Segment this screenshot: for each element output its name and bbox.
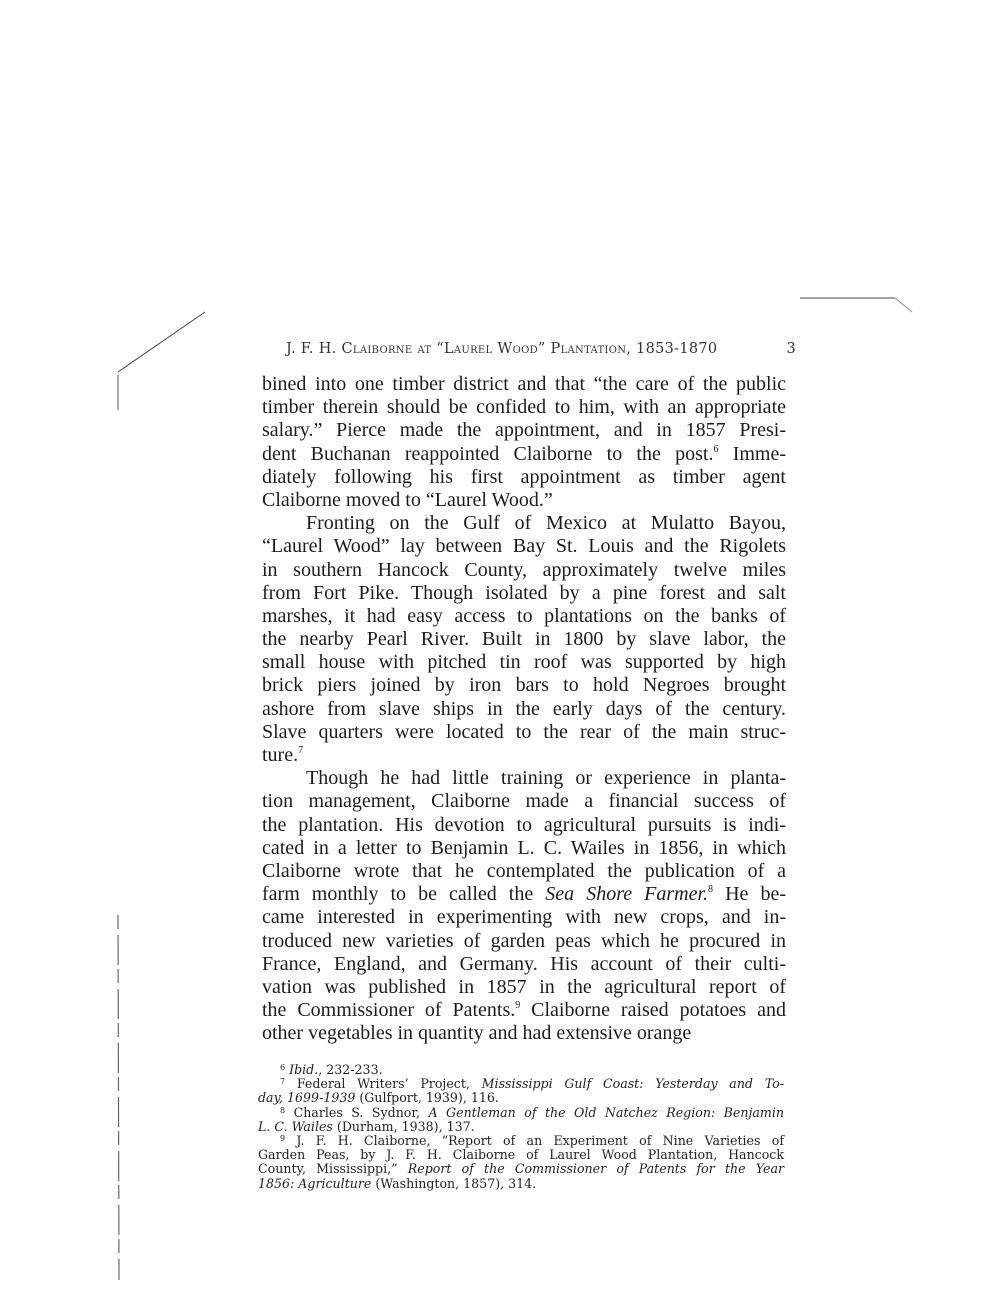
- footnote-number: 6: [280, 1063, 286, 1072]
- body-line: [262, 582, 786, 605]
- body-line: [262, 512, 786, 535]
- footnote-italic: L. C. Wailes: [258, 1118, 333, 1134]
- body-line: [262, 790, 786, 813]
- header-author: J. F. H.: [286, 341, 337, 357]
- footnote-marker: 7: [298, 745, 304, 756]
- text-run: France, England, and Germany. His account of their culti-: [262, 952, 786, 975]
- text-run: farm monthly to be called the: [262, 883, 546, 906]
- text-run: Slave quarters were located to the rear of the main struc-: [262, 720, 786, 743]
- footnote-number: 9: [280, 1133, 286, 1143]
- footnote-line: [258, 1148, 784, 1162]
- body-line: [262, 559, 786, 582]
- footnote-line: [258, 1134, 784, 1148]
- text-run: Claiborne moved to “Laurel Wood.”: [262, 488, 553, 511]
- footnote-line: [258, 1120, 784, 1134]
- body-line: [262, 698, 786, 721]
- text-run: dent Buchanan reappointed Claiborne to the post.: [262, 442, 714, 465]
- footnote-line: [258, 1077, 784, 1091]
- body-line: [262, 489, 786, 512]
- body-line: [262, 605, 786, 628]
- body-line: [262, 535, 786, 558]
- footnote-italic: Mississippi Gulf Coast: Yesterday and To-: [481, 1076, 784, 1092]
- body-line: [262, 443, 786, 466]
- text-run: “Laurel Wood” lay between Bay St. Louis and the Rigolets: [262, 535, 786, 558]
- body-line: [262, 837, 786, 860]
- text-run: the nearby Pearl River. Built in 1800 by slave labor, the: [262, 628, 786, 651]
- text-run: troduced new varieties of garden peas which he procured in: [262, 929, 786, 952]
- body-line: [262, 814, 786, 837]
- footnote-text: , 232-233.: [318, 1062, 383, 1077]
- body-line: [262, 674, 786, 697]
- body-line: [262, 883, 786, 906]
- footnote-text: County, Mississippi,”: [258, 1161, 408, 1177]
- body-line: [262, 976, 786, 999]
- footnote-text: (Gulfport, 1939), 116.: [355, 1090, 499, 1106]
- text-run: cated in a letter to Benjamin L. C. Wailes in 1856, in which: [262, 836, 786, 859]
- footnote-line: [258, 1063, 784, 1077]
- footnote-italic: Ibid.: [289, 1062, 319, 1077]
- footnote-marker: 9: [515, 1000, 521, 1012]
- text-run: ashore from slave ships in the early days of the century.: [262, 697, 786, 720]
- body-line: [262, 466, 786, 489]
- footnote-text: (Durham, 1938), 137.: [332, 1118, 475, 1134]
- body-line: [262, 651, 786, 674]
- footnote-line: [258, 1091, 784, 1105]
- footnote-italic: 1856: Agriculture: [258, 1175, 372, 1191]
- body-line: [262, 953, 786, 976]
- text-run: Claiborne raised potatoes and: [520, 999, 786, 1022]
- body-line: [262, 744, 786, 767]
- text-run: brick piers joined by iron bars to hold Negroes brought: [262, 674, 786, 697]
- text-run: marshes, it had easy access to plantations on the banks of: [262, 604, 786, 627]
- scan-diagonal-mark: [118, 312, 205, 372]
- header-title: Claiborne at “Laurel Wood” Plantation, 1853-1870: [341, 341, 718, 357]
- footnote-line: [258, 1162, 784, 1176]
- scan-top-right-slant: [895, 298, 912, 312]
- footnote-marker: 8: [708, 884, 714, 896]
- footnote-italic: day, 1699-1939: [258, 1090, 356, 1106]
- text-run: vation was published in 1857 in the agricultural report of: [262, 975, 786, 998]
- footnote-italic: A Gentleman of the Old Natchez Region: Benjamin: [428, 1104, 784, 1120]
- footnote-text: Charles S. Sydnor,: [293, 1104, 429, 1120]
- footnote-text: Federal Writers’ Project,: [296, 1076, 482, 1092]
- running-header: [286, 341, 796, 357]
- body-line: [262, 419, 786, 442]
- text-run: came interested in experimenting with new crops, and in-: [262, 906, 786, 929]
- footnote-number: 8: [280, 1105, 286, 1115]
- body-line: [262, 373, 786, 396]
- footnote-marker: 6: [713, 443, 719, 455]
- body-line: [262, 930, 786, 953]
- body-line: [262, 906, 786, 929]
- footnote-text: (Washington, 1857), 314.: [371, 1175, 537, 1191]
- body-line: [262, 1022, 786, 1045]
- text-run: small house with pitched tin roof was supported by high: [262, 651, 786, 674]
- text-run: tion management, Claiborne made a financial success of: [262, 790, 786, 813]
- body-line: [262, 721, 786, 744]
- body-text: [262, 373, 786, 1045]
- text-run: salary.” Pierce made the appointment, and in 1857 Presi-: [262, 419, 786, 442]
- body-line: [262, 396, 786, 419]
- text-run: ture.: [262, 744, 299, 766]
- footnotes: [258, 1063, 784, 1191]
- body-line: [262, 767, 786, 790]
- running-header-title: [286, 341, 717, 357]
- footnote-line: [258, 1177, 784, 1191]
- text-run: from Fort Pike. Though isolated by a pine forest and salt: [262, 581, 786, 604]
- text-run: Imme-: [718, 442, 787, 465]
- footnote-line: [258, 1106, 784, 1120]
- text-run: other vegetables in quantity and had extensive orange: [262, 1022, 692, 1045]
- footnote-italic: Report of the Commissioner of Patents for the Year: [407, 1161, 785, 1177]
- text-run: in southern Hancock County, approximately twelve miles: [262, 558, 786, 581]
- body-line: [262, 999, 786, 1022]
- body-line: [262, 860, 786, 883]
- text-run: Fronting on the Gulf of Mexico at Mulatto Bayou,: [306, 512, 786, 535]
- text-run: Claiborne wrote that he contemplated the publication of a: [262, 859, 786, 882]
- scan-left-edge: [118, 915, 119, 1280]
- body-line: [262, 628, 786, 651]
- footnote-text: Garden Peas, by J. F. H. Claiborne of Laurel Wood Plantation, Hancock: [258, 1147, 784, 1163]
- text-run: He be-: [713, 883, 786, 906]
- text-run: timber therein should be confided to him, with an appropriate: [262, 396, 786, 419]
- text-run: bined into one timber district and that “the care of the public: [262, 373, 786, 395]
- page-number: 3: [786, 341, 796, 357]
- text-run: Though he had little training or experience in planta-: [306, 767, 786, 790]
- text-run: diately following his first appointment as timber agent: [262, 465, 786, 488]
- italic-title: Sea Shore Farmer.: [545, 883, 709, 906]
- footnote-text: J. F. H. Claiborne, “Report of an Experiment of Nine Varieties of: [296, 1132, 784, 1148]
- footnote-number: 7: [280, 1077, 286, 1087]
- text-run: the plantation. His devotion to agricultural pursuits is indi-: [262, 813, 786, 836]
- text-run: the Commissioner of Patents.: [262, 999, 516, 1022]
